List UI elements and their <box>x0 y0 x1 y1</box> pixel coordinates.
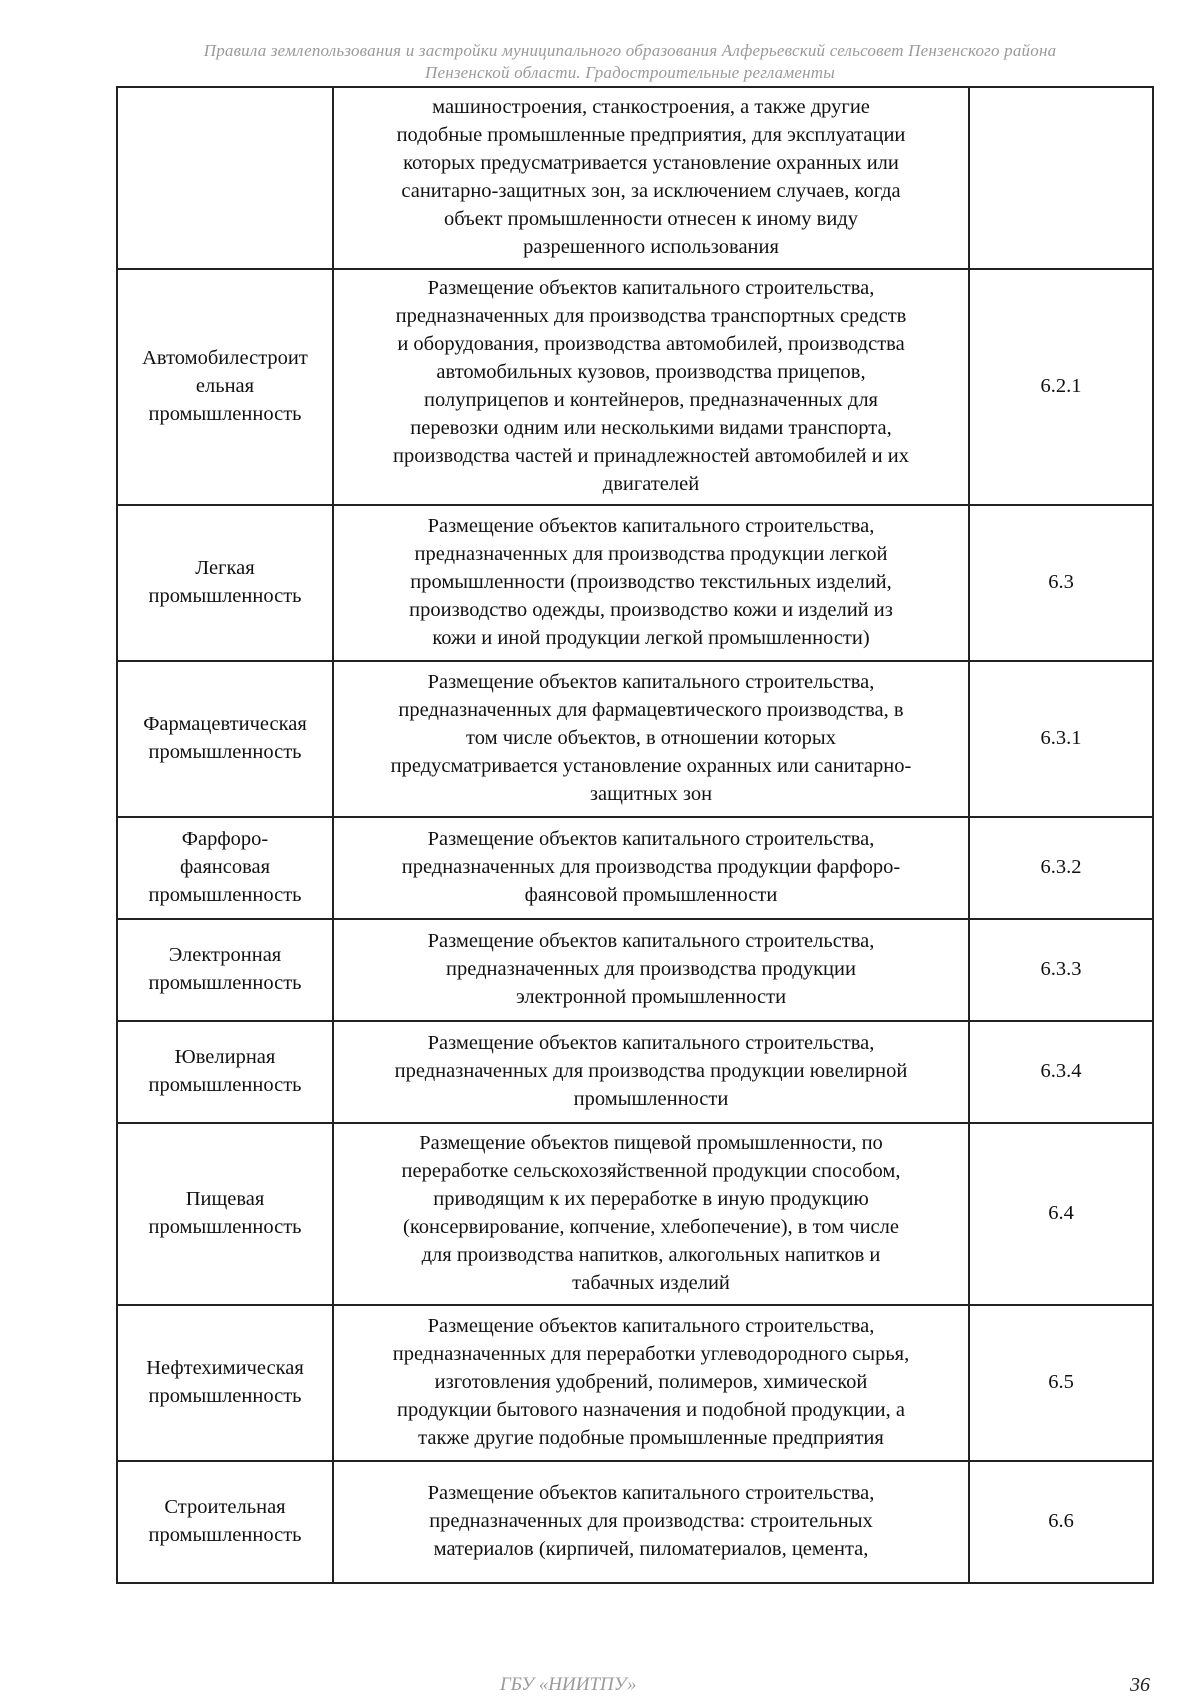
description-line: том числе объектов, в отношении которых <box>466 727 836 749</box>
classifier-code-cell: 6.3.1 <box>969 661 1153 817</box>
description-line: подобные промышленные предприятия, для эксплуатации <box>396 124 906 146</box>
description-line: перевозки одним или несколькими видами транспорта, <box>410 417 892 439</box>
use-type-name-cell <box>117 1305 333 1461</box>
description-line: предназначенных для производства продукции ювелирной <box>394 1060 908 1082</box>
use-type-name-cell <box>117 87 333 269</box>
description-line: предназначенных для производства продукции <box>446 958 856 980</box>
description-line: изготовления удобрений, полимеров, химической <box>434 1371 868 1393</box>
description-line: электронной промышленности <box>515 986 787 1008</box>
use-type-name-line: Фарфоро- <box>181 828 269 850</box>
description-line: для производства напитков, алкогольных напитков и <box>421 1244 881 1266</box>
description-line: Размещение объектов капитального строительства, <box>427 930 875 952</box>
table-row <box>117 661 1153 817</box>
use-type-description-cell <box>333 661 969 817</box>
description-line: Размещение объектов капитального строительства, <box>427 1032 875 1054</box>
description-line: переработке сельскохозяйственной продукции способом, <box>401 1160 901 1182</box>
use-type-name-line: промышленность <box>148 1074 302 1096</box>
description-line: автомобильных кузовов, производства прицепов, <box>436 361 866 383</box>
use-type-description-cell <box>333 1461 969 1583</box>
use-type-name-cell <box>117 1461 333 1583</box>
use-type-name-line: промышленность <box>148 1216 302 1238</box>
description-line: Размещение объектов капитального строительства, <box>427 515 875 537</box>
use-type-name-line: фаянсовая <box>179 856 271 878</box>
classifier-code-cell: 6.3.2 <box>969 817 1153 919</box>
classifier-code-cell <box>969 87 1153 269</box>
description-line: предназначенных для производства продукции легкой <box>414 543 888 565</box>
use-type-description-cell <box>333 817 969 919</box>
use-type-description-cell <box>333 1021 969 1123</box>
footer-organization: ГБУ «НИИТПУ» <box>500 1674 637 1695</box>
use-type-description-cell <box>333 505 969 661</box>
use-type-name-cell <box>117 1123 333 1305</box>
table-row <box>117 1461 1153 1583</box>
use-type-name-line: промышленность <box>148 403 302 425</box>
description-line: промышленности <box>573 1088 729 1110</box>
classifier-code-cell: 6.5 <box>969 1305 1153 1461</box>
use-type-name-line: Легкая <box>195 557 255 579</box>
use-type-name-line: Пищевая <box>185 1188 265 1210</box>
description-line: предусматривается установление охранных или санитарно- <box>390 755 912 777</box>
use-type-description-cell <box>333 87 969 269</box>
header-line-2: Пензенской области. Градостроительные регламенты <box>424 63 835 82</box>
description-line: Размещение объектов пищевой промышленности, по <box>419 1132 883 1154</box>
use-type-name-line: промышленность <box>148 884 302 906</box>
table-row <box>117 269 1153 505</box>
use-type-name-line: промышленность <box>148 1524 302 1546</box>
description-line: которых предусматривается установление охранных или <box>403 152 899 174</box>
use-type-name-line: ельная <box>195 375 255 397</box>
classifier-code-cell: 6.3.3 <box>969 919 1153 1021</box>
page-footer <box>0 1674 1200 1696</box>
description-line: предназначенных для производства транспортных средств <box>395 305 907 327</box>
description-line: объект промышленности отнесен к иному виду <box>443 208 859 230</box>
use-type-name-line: промышленность <box>148 585 302 607</box>
classifier-code-cell: 6.3 <box>969 505 1153 661</box>
description-line: приводящим к их переработке в иную продукцию <box>433 1188 869 1210</box>
description-line: предназначенных для фармацевтического производства, в <box>398 699 904 721</box>
use-type-description-cell <box>333 1305 969 1461</box>
table-row <box>117 505 1153 661</box>
use-type-description-cell <box>333 269 969 505</box>
use-type-name-cell <box>117 505 333 661</box>
table-row <box>117 1021 1153 1123</box>
use-type-name-line: промышленность <box>148 741 302 763</box>
use-type-name-cell <box>117 269 333 505</box>
use-type-name-cell <box>117 919 333 1021</box>
table-row <box>117 87 1153 269</box>
use-type-name-line: Нефтехимическая <box>146 1357 304 1379</box>
description-line: промышленности (производство текстильных изделий, <box>410 571 892 593</box>
use-type-name-cell <box>117 661 333 817</box>
page-number: 36 <box>1130 1674 1150 1696</box>
table-row <box>117 817 1153 919</box>
description-line: производство одежды, производство кожи и изделий из <box>409 599 893 621</box>
use-type-name-line: Ювелирная <box>174 1046 276 1068</box>
description-line: Размещение объектов капитального строительства, <box>427 1315 875 1337</box>
description-line: машиностроения, станкостроения, а также другие <box>432 96 870 118</box>
description-line: разрешенного использования <box>523 236 779 258</box>
land-use-regulations-table <box>116 86 1154 1584</box>
use-type-name-line: Фармацевтическая <box>143 713 307 735</box>
table-row <box>117 919 1153 1021</box>
description-line: защитных зон <box>589 783 713 805</box>
description-line: продукции бытового назначения и подобной продукции, а <box>396 1399 905 1421</box>
use-type-description-cell <box>333 919 969 1021</box>
description-line: полуприцепов и контейнеров, предназначенных для <box>424 389 878 411</box>
page-header <box>110 40 1150 84</box>
use-type-description-cell <box>333 1123 969 1305</box>
description-line: предназначенных для производства продукции фарфоро- <box>401 856 901 878</box>
description-line: фаянсовой промышленности <box>524 884 778 906</box>
description-line: Размещение объектов капитального строительства, <box>427 828 875 850</box>
description-line: Размещение объектов капитального строительства, <box>427 671 875 693</box>
description-line: Размещение объектов капитального строительства, <box>427 1482 875 1504</box>
description-line: предназначенных для переработки углеводородного сырья, <box>392 1343 910 1365</box>
description-line: также другие подобные промышленные предприятия <box>418 1427 884 1449</box>
use-type-name-line: Строительная <box>164 1496 286 1518</box>
table-row <box>117 1305 1153 1461</box>
classifier-code-cell: 6.3.4 <box>969 1021 1153 1123</box>
description-line: предназначенных для производства: строительных <box>429 1510 873 1532</box>
description-line: и оборудования, производства автомобилей, производства <box>397 333 905 355</box>
description-line: санитарно-защитных зон, за исключением случаев, когда <box>401 180 901 202</box>
description-line: Размещение объектов капитального строительства, <box>427 277 875 299</box>
classifier-code-cell: 6.4 <box>969 1123 1153 1305</box>
description-line: кожи и иной продукции легкой промышленности) <box>432 627 870 649</box>
use-type-name-line: промышленность <box>148 1385 302 1407</box>
use-type-name-cell <box>117 1021 333 1123</box>
description-line: табачных изделий <box>572 1272 730 1294</box>
use-type-name-line: промышленность <box>148 972 302 994</box>
description-line: двигателей <box>602 473 700 495</box>
description-line: (консервирование, копчение, хлебопечение), в том числе <box>403 1216 899 1238</box>
table-row <box>117 1123 1153 1305</box>
use-type-name-line: Автомобилестроит <box>142 347 308 369</box>
use-type-name-cell <box>117 817 333 919</box>
description-line: материалов (кирпичей, пиломатериалов, цемента, <box>433 1538 869 1560</box>
table-body <box>117 87 1153 1583</box>
description-line: производства частей и принадлежностей автомобилей и их <box>393 445 909 467</box>
use-type-name-line: Электронная <box>168 944 282 966</box>
classifier-code-cell: 6.2.1 <box>969 269 1153 505</box>
classifier-code-cell: 6.6 <box>969 1461 1153 1583</box>
header-line-1: Правила землепользования и застройки муниципального образования Алферьевский сельсовет Пензенского района <box>203 41 1057 60</box>
